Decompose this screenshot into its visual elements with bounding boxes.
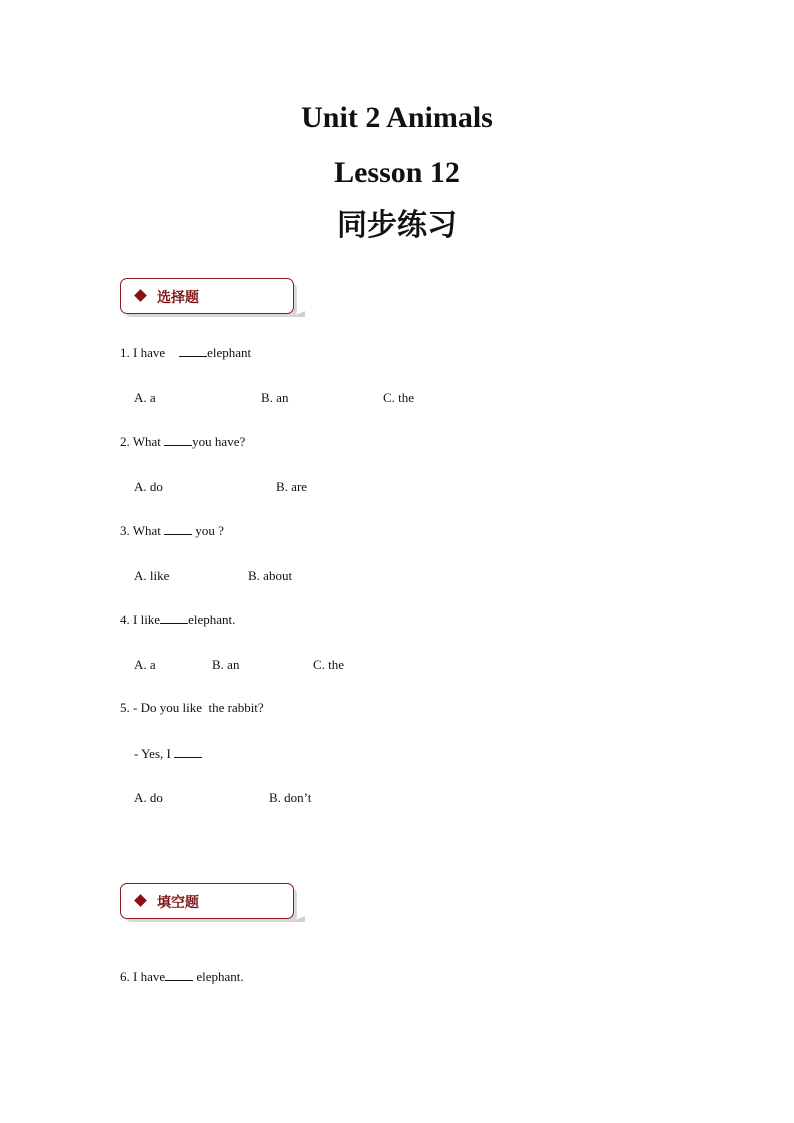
lesson-title: Lesson 12 bbox=[334, 156, 460, 189]
answer-blank bbox=[165, 968, 193, 981]
section-header-fill-in bbox=[120, 883, 294, 919]
option-b: B. an bbox=[212, 657, 240, 672]
unit-title: Unit 2 Animals bbox=[301, 101, 493, 134]
answer-blank bbox=[179, 344, 207, 357]
question-6-text-pre: 6. I have bbox=[120, 969, 166, 984]
option-b: B. an bbox=[261, 390, 289, 405]
section-label: 填空题 bbox=[157, 895, 199, 911]
answer-blank bbox=[160, 611, 188, 624]
question-5-line-2 bbox=[134, 745, 202, 762]
page-subtitle: 同步练习 bbox=[337, 208, 457, 243]
option-a: A. do bbox=[134, 790, 163, 805]
answer-blank bbox=[174, 745, 202, 758]
question-4-text-post: elephant. bbox=[188, 612, 236, 627]
question-6 bbox=[120, 968, 244, 985]
answer-blank bbox=[164, 433, 192, 446]
option-a: A. like bbox=[134, 568, 170, 583]
question-1-text-pre: 1. I have bbox=[120, 345, 166, 360]
section-header-multiple-choice bbox=[120, 278, 294, 314]
option-a: A. a bbox=[134, 657, 156, 672]
option-b: B. about bbox=[248, 568, 293, 583]
answer-blank bbox=[164, 522, 192, 535]
section-label: 选择题 bbox=[157, 290, 199, 306]
question-4-text-pre: 4. I like bbox=[120, 612, 161, 627]
diamond-icon bbox=[134, 289, 147, 302]
option-b: B. don’t bbox=[269, 790, 312, 805]
question-4 bbox=[120, 611, 235, 628]
option-a: A. a bbox=[134, 390, 156, 405]
diamond-icon bbox=[134, 894, 147, 907]
question-5-text-pre: - Yes, I bbox=[134, 746, 175, 761]
question-6-text-post: elephant. bbox=[193, 969, 244, 984]
question-2 bbox=[120, 433, 245, 450]
question-5-line-1: 5. - Do you like the rabbit? bbox=[120, 700, 264, 715]
question-2-text-post: you have? bbox=[192, 434, 246, 449]
shadow-tail-decoration bbox=[291, 311, 305, 317]
question-1 bbox=[120, 344, 251, 361]
question-3 bbox=[120, 522, 224, 539]
option-c: C. the bbox=[313, 657, 345, 672]
question-2-text-pre: 2. What bbox=[120, 434, 165, 449]
option-a: A. do bbox=[134, 479, 163, 494]
question-1-text-post: elephant bbox=[207, 345, 252, 360]
option-c: C. the bbox=[383, 390, 415, 405]
question-3-text-post: you ? bbox=[192, 523, 224, 538]
question-3-text-pre: 3. What bbox=[120, 523, 165, 538]
option-b: B. are bbox=[276, 479, 308, 494]
shadow-tail-decoration bbox=[291, 916, 305, 922]
